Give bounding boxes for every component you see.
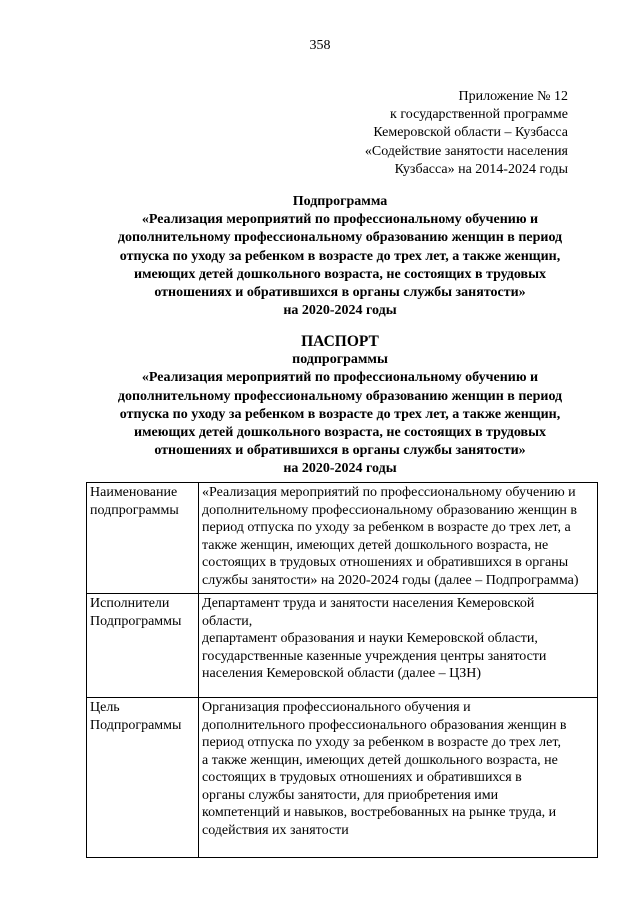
row-value-line: также женщин, имеющих детей дошкольного возраста, не [202,537,549,553]
passport-heading-line: отпуска по уходу за ребенком в возрасте до трех лет, а также женщин, [119,406,561,422]
passport-heading-line: подпрограммы [292,352,388,368]
passport-heading-line: на 2020-2024 годы [283,461,397,477]
table-row [87,594,598,698]
row-value-line: органы службы занятости, для приобретения ими [202,787,499,803]
row-value-line: а также женщин, имеющих детей дошкольного возраста, не [202,752,558,768]
table-row [87,483,598,594]
passport-heading-line: дополнительному профессиональному образованию женщин в период [117,388,563,404]
row-label-cell [87,594,199,698]
row-value-line: «Реализация мероприятий по профессиональному обучению и [202,485,576,500]
row-label-cell [87,698,199,858]
row-label-line: Цель [90,700,120,715]
row-value-line: Организация профессионального обучения и [202,700,471,715]
passport-table [86,482,598,858]
row-label-line: подпрограммы [90,502,179,518]
row-value-line: населения Кемеровской области (далее – ЦЗН) [202,666,482,681]
row-value-line: дополнительного профессионального образования женщин в [202,717,567,733]
subprogram-heading-line: имеющих детей дошкольного возраста, не состоящих в трудовых [133,266,547,282]
row-value-line: дополнительному профессиональному образованию женщин в [202,502,577,518]
row-label-line: Подпрограммы [90,613,182,629]
row-value-line: период отпуска по уходу за ребенком в возрасте до трех лет, а [202,520,571,535]
passport-title: ПАСПОРТ [301,333,379,350]
subprogram-heading-line: отпуска по уходу за ребенком в возрасте до трех лет, а также женщин, [119,248,561,264]
row-value-line: области, [202,613,253,629]
table-row [87,698,598,858]
row-label-line: Наименование [90,485,178,500]
appendix-line: Кемеровской области – Кузбасса [373,125,568,141]
subprogram-heading-line: Подпрограмма [292,194,388,209]
subprogram-heading-line: отношениях и обратившихся в органы службы занятости» [154,285,526,301]
passport-heading [60,333,620,479]
row-value-line: состоящих в трудовых отношениях и обратившихся в [202,770,522,785]
row-value-line: компетенций и навыков, востребованных на рынке труда, и [202,805,557,820]
appendix-line: Приложение № 12 [458,89,568,104]
subprogram-heading [60,193,620,320]
row-value-cell [199,698,598,858]
row-value-cell [199,594,598,698]
appendix-line: к государственной программе [390,107,568,123]
row-value-line: государственные казенные учреждения центры занятости [202,648,547,664]
row-label-cell [87,483,199,594]
row-label-line: Исполнители [90,596,170,611]
row-value-line: службы занятости» на 2020-2024 годы (далее – Подпрограмма) [202,572,579,588]
subprogram-heading-line: на 2020-2024 годы [283,303,397,319]
passport-heading-line: имеющих детей дошкольного возраста, не состоящих в трудовых [133,425,547,441]
row-value-line: департамент образования и науки Кемеровской области, [202,631,538,646]
passport-heading-line: «Реализация мероприятий по профессиональному обучению и [141,370,539,386]
row-value-cell [199,483,598,594]
row-value-line: Департамент труда и занятости населения Кемеровской [202,596,535,611]
row-value-line: содействия их занятости [202,822,349,838]
appendix-line: Кузбасса» на 2014-2024 годы [394,161,568,177]
row-label-line: Подпрограммы [90,717,182,733]
subprogram-heading-line: «Реализация мероприятий по профессиональному обучению и [141,212,539,228]
row-value-line: период отпуска по уходу за ребенком в возрасте до трех лет, [202,735,561,750]
passport-heading-line: отношениях и обратившихся в органы службы занятости» [154,443,526,459]
subprogram-heading-line: дополнительному профессиональному образованию женщин в период [117,230,563,246]
row-value-line: состоящих в трудовых отношениях и обратившихся в органы [202,555,569,570]
appendix-line: «Содействие занятости населения [364,143,568,159]
page-number: 358 [309,38,331,53]
appendix-note [268,88,568,179]
